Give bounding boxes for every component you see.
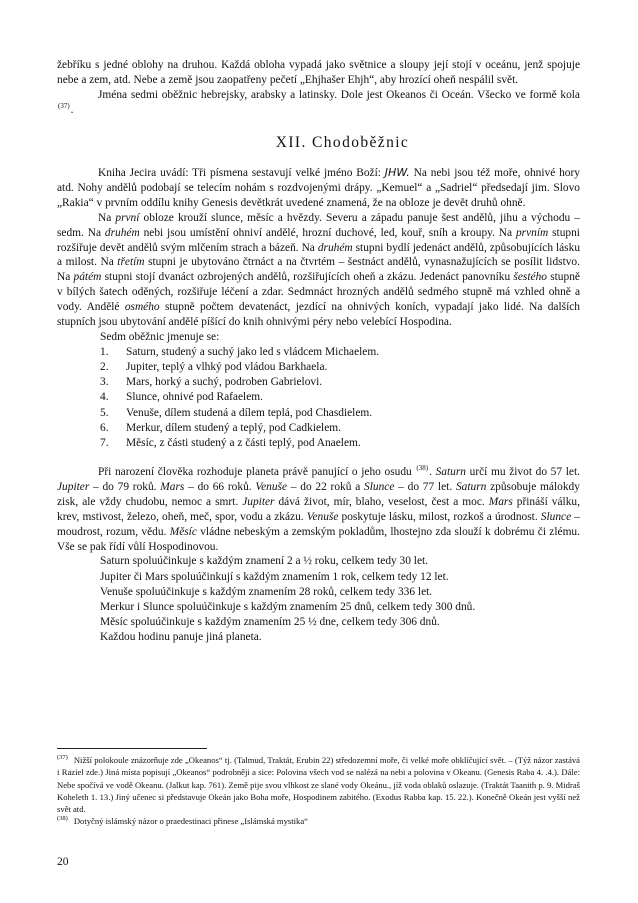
paragraph: [57, 166, 580, 211]
text: – do 77 let.: [398, 481, 453, 494]
page-number: 20: [57, 856, 69, 868]
list-item: [57, 375, 580, 390]
list-intro: Sedm oběžnic jmenuje se:: [100, 330, 220, 343]
emphasis: Mars: [160, 481, 185, 494]
text: Na nebi jsou též moře, ohnivé hory atd. Nohy andělů podobají se telecím nohám s rozdvojenými drápy. „Kemuel“ a „Sadriel“ předsedají jim. Slovo „Rakia“ v prvním oddílu knihy Genesis devětkrát uvedené znamená, že na obloze je devět druhů ohně.: [57, 167, 580, 210]
emphasis: pátém: [73, 271, 102, 284]
footnote-text: Nižší polokoule znázorňuje zde „Okeanos“ tj. (Talmud, Traktát, Erubin 22) středozemní moře, či velké moře obklíčující svět. – (Týž názor zastává i Raziel zde.) Jiná místa popisují „Okeanos“ podrobněji a sice: Polovina všech vod se nalézá na nebi a polovina v Okeanu. (Genesis Raba 4. .4.). Dále: Nebe spočívá ve vodě Okeanu. (Jalkut kap. 761). Země pije svou vlhkost ze slané vody Okeánu., jíž voda oblaků oslazuje. (Traktát Taanith p. 9. Midraš Koheleth 1. 13.) Jiný učenec si představuje Okeán jako Boha moře, Hospodinem zabitého. (Exodus Rabba kap. 15. 22.). Konečně Okeán jest vyšší než svět atd.: [57, 755, 580, 814]
emphasis: Jupiter: [242, 495, 275, 508]
list-number: 5.: [100, 406, 109, 419]
text: Při narození člověka rozhoduje planeta právě panující o jeho osudu: [98, 466, 412, 479]
list-text: Slunce, ohnivé pod Rafaelem.: [126, 391, 263, 404]
text: stupni stojí dvanáct ozbrojených andělů, rozšiřujících oheň a zkázu. Jedenáct panovníku: [104, 271, 511, 284]
emphasis: Slunce: [540, 510, 572, 523]
text: obloze krouží slunce, měsíc a hvězdy. Severu a západu panuje šest andělů, jihu a východu – sedm. Na: [57, 211, 580, 239]
emphasis: osmého: [124, 300, 160, 313]
list-line: Jupiter či Mars spoluúčinkují s každým znamením 1 rok, celkem tedy 12 let.: [100, 570, 449, 583]
list-item: [57, 390, 580, 405]
list-line: Měsíc spoluúčinkuje s každým znamením 25 ½ dne, celkem tedy 306 dnů.: [100, 616, 440, 629]
emphasis: šestého: [513, 271, 547, 284]
page-body: [57, 58, 580, 646]
text: stupni rozšiřuje devět andělů svým mlčením strach a bázeň. Na: [57, 226, 580, 254]
footnote-divider: [57, 748, 207, 749]
list-number: 2.: [100, 361, 109, 374]
list-text: Jupiter, teplý a vlhký pod vládou Barkhaela.: [126, 361, 328, 374]
list-item: [57, 406, 580, 421]
emphasis: třetím: [117, 256, 145, 269]
text: nebi jsou umístění ohniví andělé, hrozní duchové, led, kouř, sníh a kroupy. Na: [143, 226, 513, 239]
footnote-38: [57, 815, 580, 827]
list-item: [57, 421, 580, 436]
footnote-ref: (37): [58, 101, 70, 110]
list-text: Merkur, dílem studený a teplý, pod Cadkielem.: [126, 421, 341, 434]
footnotes: [57, 754, 580, 828]
list-line: Merkur i Slunce spoluúčinkuje s každým znamením 25 dnů, celkem tedy 300 dnů.: [100, 600, 476, 613]
list-item: [57, 360, 580, 375]
text: poskytuje lásku, milost, rozkoš a úrodnost.: [341, 510, 538, 523]
list-number: 3.: [100, 376, 109, 389]
footnote-marker: (37): [57, 754, 68, 762]
text: dává život, mír, blaho, veselost, čest a moc.: [278, 495, 485, 508]
emphasis: Saturn: [455, 481, 487, 494]
emphasis: prvním: [515, 226, 549, 239]
emphasis: Měsíc: [169, 525, 197, 538]
emphasis: Jupiter: [57, 481, 90, 494]
paragraph: [57, 211, 580, 330]
paragraph: žebříku s jedné oblohy na druhou. Každá obloha vypadá jako světnice a sloupy její stojí v oceánu, jenž spojuje nebe a zem, atd. Nebe a země jsou zaopatřeny pečetí „Ehjhašer Ehjh“, aby hrozící oheň nespálil svět.: [57, 59, 580, 86]
list-text: Saturn, studený a suchý jako led s vládcem Michaelem.: [126, 345, 380, 358]
list-number: 1.: [100, 345, 109, 358]
emphasis: Venuše: [255, 481, 288, 494]
paragraph: [57, 88, 580, 118]
footnote-marker: (38): [57, 815, 68, 823]
text: stupni bydlí jedenáct andělů, způsobujících lásku a milost. Na: [57, 241, 581, 269]
text: – moudrost, rozum, vědu.: [57, 510, 580, 538]
list-item: [57, 436, 580, 451]
footnote-text: Dotyčný islámský názor o praedestinaci přinese „Islámská mystika“: [73, 816, 308, 827]
text: .: [70, 103, 74, 116]
chapter-heading: XII. Chodoběžnic: [275, 134, 410, 152]
text: stupně počtem devatenáct, jezdící na ohnivých koních, vypadají jako lidé. Na dalších stupních jsou ubytování andělé píšící do knih ohnivými péry nebo velebící Hospodina.: [57, 300, 580, 328]
text: určí mu život do 57 let.: [469, 466, 580, 479]
text: .: [429, 466, 432, 479]
list-line: Venuše spoluúčinkuje s každým znamením 28 roků, celkem tedy 336 let.: [100, 585, 433, 598]
emphasis: Slunce: [364, 481, 395, 494]
list-line: Každou hodinu panuje jiná planeta.: [100, 631, 262, 644]
list-line: Saturn spoluúčinkuje s každým znamení 2 a ½ roku, celkem tedy 30 let.: [100, 555, 429, 568]
planet-list: [57, 345, 580, 451]
text: způsobuje málokdy zisk, ale vždy chudobu, nemoc a smrt.: [57, 481, 580, 508]
text: Jména sedmi oběžnic hebrejsky, arabsky a latinsky. Dole jest Okeanos či Oceán. Všecko ve formě kola: [98, 88, 580, 101]
list-item: [57, 345, 580, 360]
emphasis: druhém: [317, 241, 353, 254]
text: přináší válku, krev, mstivost, železo, oheň, meč, spor, vodu a zkázu.: [57, 495, 580, 523]
spacer: [57, 451, 580, 465]
text: – do 22 roků a: [290, 481, 361, 494]
emphasis: první: [115, 211, 140, 224]
emphasis: druhém: [104, 226, 140, 239]
text: – do 79 roků.: [93, 481, 157, 494]
text: Kniha Jecira uvádí: Tři písmena sestavují velké jméno Boží:: [98, 167, 381, 180]
paragraph: [57, 465, 580, 554]
list-text: Měsíc, z části studený a z části teplý, pod Anaelem.: [126, 437, 361, 450]
list-number: 4.: [100, 391, 109, 404]
emphasis: Mars: [488, 495, 513, 508]
handwritten-jhw: JHW.: [384, 166, 410, 180]
list-number: 7.: [100, 437, 109, 450]
text: vládne nebeským a zemským pokladům, lhostejno zda slouží k dobrému či zlému. Vše se pak řídí vůlí Hospodinovou.: [57, 525, 580, 553]
footnote-37: [57, 754, 580, 815]
list-text: Mars, horký a suchý, podroben Gabrielovi.: [126, 376, 323, 389]
list-text: Venuše, dílem studená a dílem teplá, pod Chasdielem.: [126, 406, 373, 419]
text: – do 66 roků.: [188, 481, 252, 494]
emphasis: Venuše: [306, 510, 339, 523]
list-number: 6.: [100, 421, 109, 434]
text: stupně v bílých šatech oděných, rozšiřuje léčení a zdar. Sedmnáct hrozných andělů sedmého stupně má vzhled ohně a vody. Andělé: [57, 271, 580, 313]
emphasis: Saturn: [435, 466, 466, 479]
footnote-ref: (38): [416, 464, 429, 473]
text: Na: [98, 211, 112, 224]
text: stupni je ubytováno čtrnáct a na čtvrtém – šestnáct andělů, vynasnažujících se posílit lidstvo. Na: [57, 256, 580, 284]
